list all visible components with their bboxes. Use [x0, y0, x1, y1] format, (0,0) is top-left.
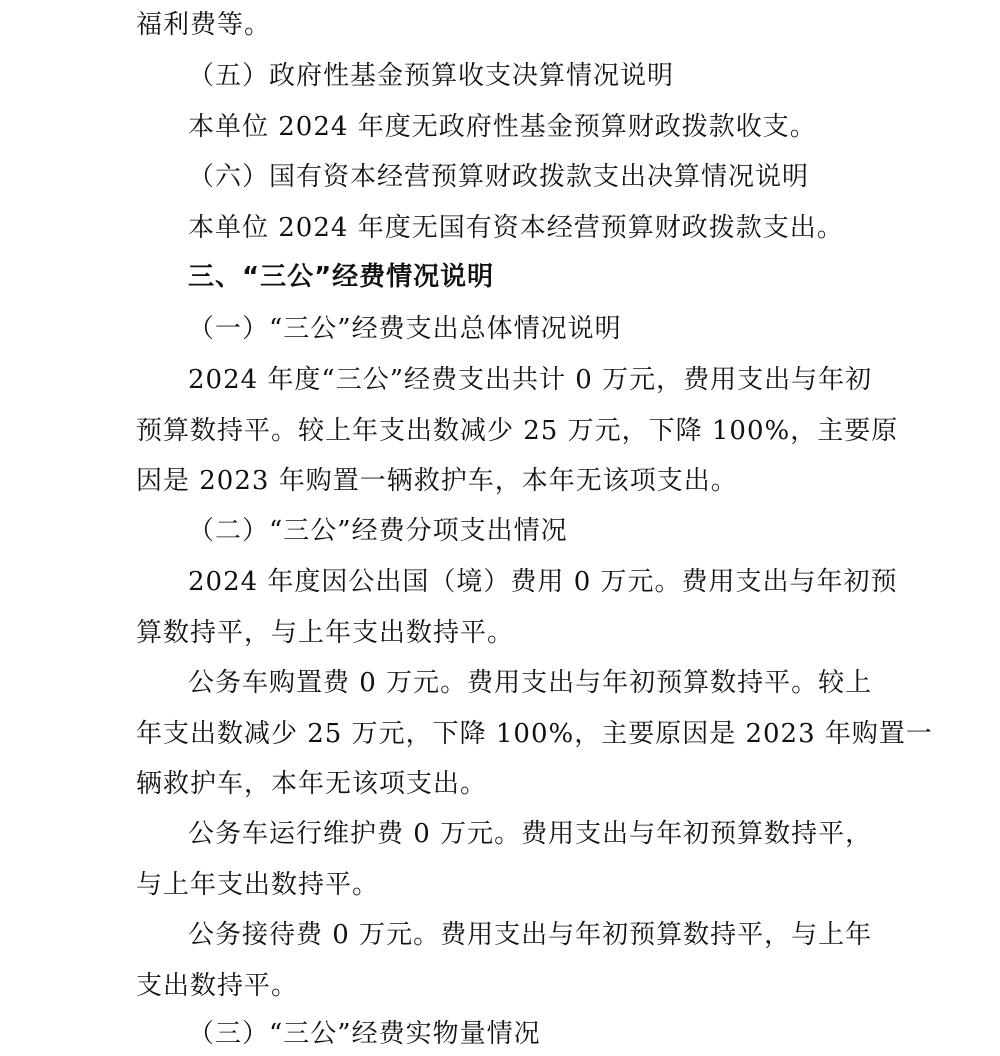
section-heading: （一）“三公”经费支出总体情况说明 [188, 314, 622, 344]
paragraph-text-line: 辆救护车，本年无该项支出。 [136, 769, 488, 799]
paragraph-text-line: 本单位 2024 年度无政府性基金预算财政拨款收支。 [188, 112, 817, 142]
paragraph-text-line: 算数持平，与上年支出数持平。 [136, 618, 515, 648]
paragraph-text-line: 因是 2023 年购置一辆救护车，本年无该项支出。 [136, 466, 738, 496]
paragraph-text-line: 预算数持平。较上年支出数减少 25 万元，下降 100%，主要原 [136, 416, 899, 446]
section-heading: （五）政府性基金预算收支决算情况说明 [188, 61, 675, 91]
section-heading: （三）“三公”经费实物量情况 [188, 1019, 541, 1049]
paragraph-text-line: 公务接待费 0 万元。费用支出与年初预算数持平，与上年 [188, 920, 873, 950]
paragraph-text-line: 与上年支出数持平。 [136, 870, 380, 900]
paragraph-text-line: 2024 年度因公出国（境）费用 0 万元。费用支出与年初预 [188, 567, 898, 597]
paragraph-text-line: 福利费等。 [136, 10, 272, 40]
major-section-heading: 三、“三公”经费情况说明 [188, 262, 495, 292]
paragraph-text-line: 2024 年度“三公”经费支出共计 0 万元，费用支出与年初 [188, 365, 873, 395]
paragraph-text-line: 公务车运行维护费 0 万元。费用支出与年初预算数持平， [188, 819, 873, 849]
paragraph-text-line: 年支出数减少 25 万元，下降 100%，主要原因是 2023 年购置一 [136, 719, 933, 749]
section-heading: （二）“三公”经费分项支出情况 [188, 516, 568, 546]
paragraph-text-line: 本单位 2024 年度无国有资本经营预算财政拨款支出。 [188, 213, 844, 243]
paragraph-text-line: 公务车购置费 0 万元。费用支出与年初预算数持平。较上 [188, 668, 873, 698]
section-heading: （六）国有资本经营预算财政拨款支出决算情况说明 [188, 162, 810, 192]
paragraph-text-line: 支出数持平。 [136, 971, 299, 1001]
